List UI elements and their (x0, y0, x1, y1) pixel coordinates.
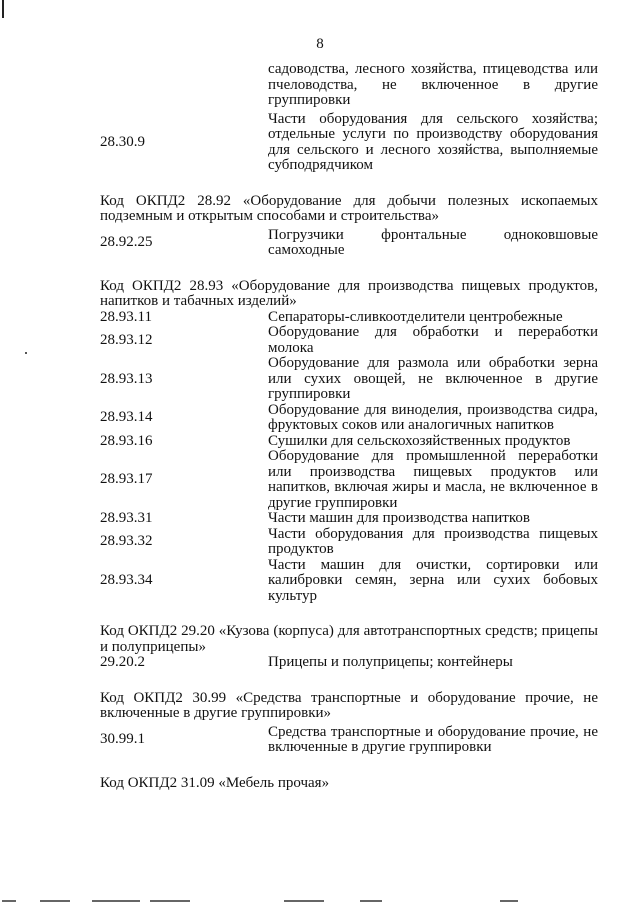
section-heading: Код ОКПД2 29.20 «Кузова (корпуса) для автотранспортных средств; прицепы и полуприцепы» (100, 623, 598, 655)
section-heading: Код ОКПД2 28.93 «Оборудование для производства пищевых продуктов, напитков и табачных изделий» (100, 277, 598, 309)
scan-footer-noise (0, 898, 640, 904)
code-description: Части машин для производства напитков (268, 510, 530, 526)
code-description: Оборудование для размола или обработки зерна или сухих овощей, не включенное в другие группировки (268, 355, 598, 402)
scan-margin-mark (2, 0, 4, 18)
okpd-code: 29.20.2 (100, 654, 145, 670)
code-row (100, 356, 598, 403)
section-heading: Код ОКПД2 30.99 «Средства транспортные и оборудование прочие, не включенные в другие группировки» (100, 689, 598, 721)
code-row (100, 434, 598, 450)
section-heading: Код ОКПД2 31.09 «Мебель прочая» (100, 774, 330, 791)
code-row (100, 725, 598, 756)
code-row (100, 310, 598, 326)
code-description: Погрузчики фронтальные одноковшовые самоходные (268, 226, 598, 258)
page-number: 8 (316, 36, 324, 52)
code-row (100, 655, 598, 671)
okpd-code: 28.93.31 (100, 510, 153, 526)
code-row (100, 62, 598, 109)
okpd-code: 28.93.16 (100, 432, 153, 449)
okpd-code: 28.30.9 (100, 133, 145, 150)
okpd-code: 28.93.32 (100, 533, 153, 550)
code-description: Части машин для очистки, сортировки или калибровки семян, зерна или сухих бобовых культур (268, 556, 598, 604)
code-description: Сушилки для сельскохозяйственных продуктов (268, 432, 571, 449)
code-description: Средства транспортные и оборудование прочие, не включенные в другие группировки (268, 723, 598, 755)
code-row (100, 449, 598, 511)
code-row (100, 511, 598, 527)
okpd-code: 28.93.14 (100, 409, 153, 426)
code-row (100, 112, 598, 174)
code-description: Оборудование для виноделия, производства сидра, фруктовых соков или аналогичных напитков (268, 401, 598, 433)
code-row (100, 403, 598, 434)
code-description: Сепараторы-сливкоотделители центробежные (268, 308, 563, 325)
okpd-code: 30.99.1 (100, 731, 145, 748)
scan-speck (25, 352, 27, 354)
okpd-code: 28.93.34 (100, 572, 153, 588)
okpd-code: 28.92.25 (100, 234, 153, 251)
code-description: садоводства, лесного хозяйства, птицеводства или пчеловодства, не включенное в другие группировки (268, 61, 598, 108)
code-row (100, 527, 598, 558)
code-description: Оборудование для промышленной переработки или производства пищевых продуктов или напитков, включая жиры и масла, не включенное в другие группировки (268, 448, 598, 511)
code-description: Части оборудования для сельского хозяйства; отдельные услуги по производству оборудования для сельского и лесного хозяйства, выполняемые субподрядчиком (268, 110, 598, 173)
code-description: Прицепы и полуприцепы; контейнеры (268, 654, 513, 670)
code-row (100, 228, 598, 259)
okpd-code: 28.93.17 (100, 471, 153, 488)
okpd-code: 28.93.11 (100, 308, 152, 325)
section-heading: Код ОКПД2 28.92 «Оборудование для добычи полезных ископаемых подземным и открытым способами и строительства» (100, 192, 598, 224)
code-description: Оборудование для обработки и переработки молока (268, 324, 598, 356)
code-row (100, 558, 598, 605)
okpd-code: 28.93.13 (100, 370, 153, 387)
document-body (100, 62, 598, 791)
okpd-code: 28.93.12 (100, 331, 153, 348)
code-row (100, 325, 598, 356)
code-description: Части оборудования для производства пищевых продуктов (268, 525, 598, 557)
